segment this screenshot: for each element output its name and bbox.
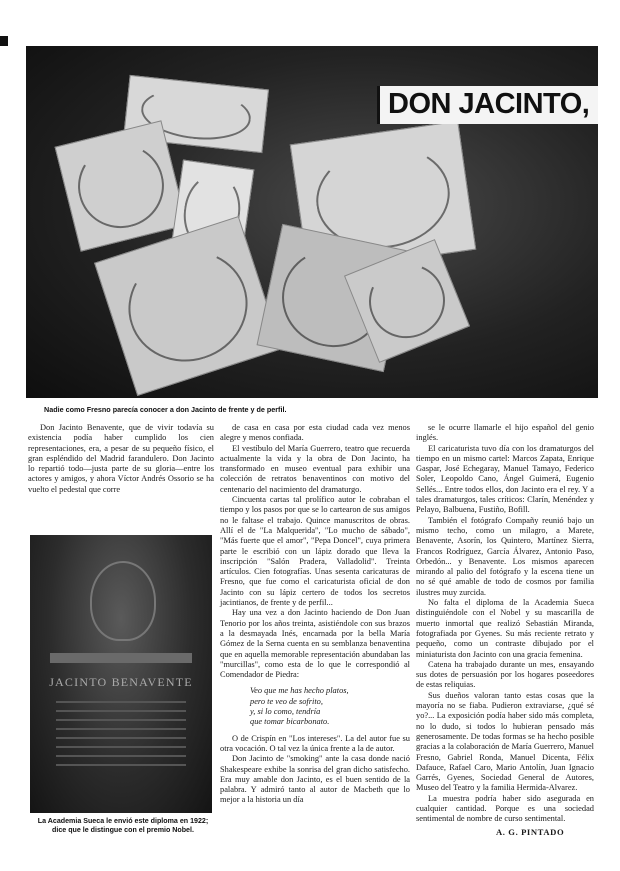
paragraph: O de Crispín en "Los intereses". La del autor fue su otra vocación. O tal vez la única frente a la de autor. — [220, 733, 410, 753]
paragraph: Don Jacinto de "smoking" ante la casa donde nació Shakespeare exhibe la sonrisa del gran dicho satisfecho. Era muy amable don Jacinto, es el buen sentido de la palabra. Y admiró tanto al autor de Macbeth que lo mejor a la historia un día — [220, 754, 410, 805]
column-left — [28, 423, 214, 495]
paragraph: También el fotógrafo Compañy reunió bajo un mismo techo, como un milagro, a Marete, Benavente, Asorín, los Quintero, Martínez Sierra, Francos Rodríguez, García Álvarez, Antonio Paso, Orbedón... y Benavente. Los mismos aparecen mirando al palio del fotógrafo y la escena tiene un no sé qué amable de todo de cosmos por familia ilustres muy zurcida. — [416, 515, 594, 597]
nobel-diploma-image — [30, 535, 212, 813]
ribbon-decoration — [50, 653, 192, 663]
seal-icon — [90, 561, 156, 641]
column-middle — [220, 423, 410, 806]
paragraph: de casa en casa por esta ciudad cada vez menos alegre y menos confiada. — [220, 423, 410, 443]
paragraph: Catena ha trabajado durante un mes, ensayando sus dotes de persuasión por los hogares poseedores de estas reliquias. — [416, 659, 594, 690]
paragraph: se le ocurre llamarle el hijo español del genio inglés. — [416, 423, 594, 443]
diploma-name: JACINTO BENAVENTE — [49, 675, 193, 689]
paragraph: Hay una vez a don Jacinto haciendo de Don Juan Tenorio por los años treinta, asistiéndole con sus brazos a la desmayada Inés, encarnada por la bella María Gómez de la Serna cuenta en su semblanza benaventina que en aquella memorable representación abundaban las "murcillas", como esta de lo que le correspondió al Comendador de Piedra: — [220, 608, 410, 680]
column-right — [416, 423, 594, 825]
author-signature: A. G. PINTADO — [496, 827, 565, 837]
paragraph: No falta el diploma de la Academia Sueca distinguiéndole con el Nobel y su mascarilla de muerto inmortal que realizó Sebastián Miranda, fotografiada por Gyenes. Su más reciente retrato y pequeño, como un contraste dibujado por el miniaturista don Jacinto con una gracia femenina. — [416, 598, 594, 659]
poem-line: Veo que me has hecho platos, — [250, 686, 349, 696]
poem-line: pero te veo de sofrito, — [250, 696, 323, 706]
paragraph: Cincuenta cartas tal prolífico autor le cobraban el tiempo y los pasos por que se lo cartearon de sus amigos no le faltase el trabajo. Quince manuscritos de obras. Allí el de "La Malquerida", "Lo mucho de sábado", "Más fuerte que el amor", "Pepa Doncel", cuya primera parte le escribió con un lápiz dorado que lleva la inscripción "Salón Pradera, Valladolid". Treinta artículos. Cien fotografías. Unas sesenta caricaturas de Fresno, que fue como el caricaturista oficial de don Jacinto con su lápiz certero de todos los secretos jacintianos, de frente y de perfil... — [220, 495, 410, 608]
page-corner-mark — [0, 36, 8, 46]
caricatures-photo — [26, 46, 598, 398]
paragraph: El vestíbulo del María Guerrero, teatro que recuerda actualmente la vida y la obra de Don Jacinto, ha transformado en museo eventual para exhibir una colección de retratos benaventinos con motivo del centenario del nacimiento del dramaturgo. — [220, 443, 410, 494]
headline: DON JACINTO, — [388, 88, 590, 120]
poem — [250, 686, 410, 727]
poem-line: y, si lo como, tendría — [250, 707, 321, 717]
diploma-text-lines — [56, 701, 186, 773]
paragraph: Don Jacinto Benavente, que de vivir todavía su existencia podía haber cumplido los cien representaciones, era, a pesar de su pequeño físico, el gran espléndido del Madrid farandulero. Don Jacinto lo repartió todo—justa parte de su gloria—entre los actores y amigos, y ahora Víctor Andrés Ossorio se ha vuelto el pedestal que corre — [28, 423, 214, 494]
paragraph: Sus dueños valoran tanto estas cosas que la mayoría no se fiaba. Pudieron extraviarse, ¿qué sé yo?... La exposición podía haber sido más completa, no lo dudo, si todos lo hubieran pensado más generosamente. De todas formas se ha hecho posible gracias a la colaboración de María Guerrero, Manuel Fresno, Gabriel Ronda, Manuel Dicenta, Félix Dafauce, Rafael Caro, Mario Antolín, Juan Ignacio Garrés, Gyenes, Sociedad General de Autores, Museo del Teatro y la familia Hermida-Alvarez. — [416, 690, 594, 793]
diploma-caption: La Academia Sueca le envió este diploma en 1922; dice que le distingue con el premio Nobel. — [37, 817, 209, 834]
photo-caption: Nadie como Fresno parecía conocer a don Jacinto de frente y de perfil. — [44, 405, 287, 414]
poem-line: que tomar bicarbonato. — [250, 717, 330, 727]
paragraph: La muestra podría haber sido asegurada en cualquier cantidad. Porque es una sociedad sentimental de nombre de curso sentimental. — [416, 793, 594, 824]
headline-box — [377, 86, 598, 124]
paragraph: El caricaturista tuvo día con los dramaturgos del tiempo en un mismo cartel: Marcos Zapata, Enrique Gaspar, José Echegaray, Manuel Tamayo, Federico Soler, Leopoldo Cano, Ángel Guimerá, Eugenio Sellés... Entre todos ellos, don Jacinto era el rey. Y a tales dramaturgos, tales críticos: Clarín, Menéndez y Pelayo, Balbuena, Fustiño, Bofill. — [416, 443, 594, 515]
